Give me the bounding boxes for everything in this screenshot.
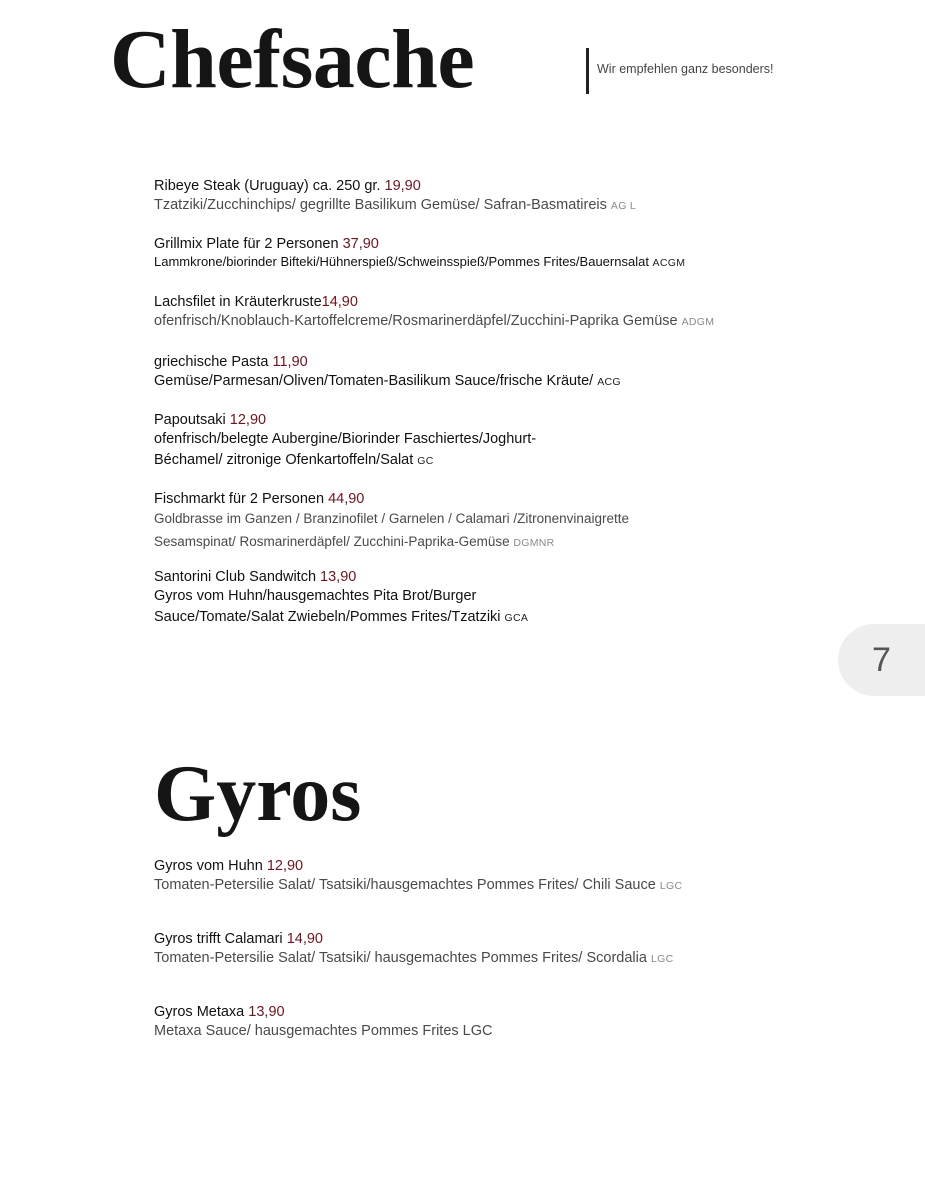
item-description: Tomaten-Petersilie Salat/ Tsatsiki/ hausgemachtes Pommes Frites/ Scordalia LGC bbox=[154, 950, 674, 966]
item-price: 37,90 bbox=[342, 236, 379, 252]
section-title-gyros: Gyros bbox=[154, 750, 362, 838]
item-name: Gyros trifft Calamari 14,90 bbox=[154, 931, 323, 947]
page-number: 7 bbox=[872, 641, 891, 679]
item-name: Gyros Metaxa 13,90 bbox=[154, 1004, 285, 1020]
item-name: griechische Pasta 11,90 bbox=[154, 354, 308, 370]
item-description: ofenfrisch/Knoblauch-Kartoffelcreme/Rosmarinerdäpfel/Zucchini-Paprika Gemüse ADGM bbox=[154, 313, 715, 329]
gyros-section bbox=[154, 0, 804, 1100]
item-description: Béchamel/ zitronige Ofenkartoffeln/Salat GC bbox=[154, 451, 434, 468]
item-price: 14,90 bbox=[286, 931, 323, 947]
item-name: Papoutsaki 12,90 bbox=[154, 412, 267, 428]
item-description: Tomaten-Petersilie Salat/ Tsatsiki/hausgemachtes Pommes Frites/ Chili Sauce LGC bbox=[154, 877, 683, 893]
item-description: Tzatziki/Zucchinchips/ gegrillte Basilikum Gemüse/ Safran-Basmatireis AG L bbox=[154, 197, 637, 213]
item-price: 13,90 bbox=[320, 569, 357, 585]
tagline: Wir empfehlen ganz besonders! bbox=[597, 62, 774, 76]
item-name: Lachsfilet in Kräuterkruste14,90 bbox=[154, 294, 358, 310]
item-name: Gyros vom Huhn 12,90 bbox=[154, 858, 304, 874]
item-price: 13,90 bbox=[248, 1004, 285, 1020]
item-description: Sesamspinat/ Rosmarinerdäpfel/ Zucchini-Paprika-Gemüse DGMNR bbox=[154, 533, 555, 549]
allergen-codes: ADGM bbox=[681, 316, 715, 328]
item-description: ofenfrisch/belegte Aubergine/Biorinder Faschiertes/Joghurt- bbox=[154, 431, 537, 447]
item-price: 19,90 bbox=[384, 178, 421, 194]
allergen-codes: LGC bbox=[659, 880, 683, 892]
allergen-codes: GCA bbox=[504, 611, 529, 624]
menu-item bbox=[154, 930, 804, 970]
allergen-codes: ACGM bbox=[652, 257, 686, 269]
allergen-codes: ACG bbox=[597, 376, 621, 388]
item-description: Gyros vom Huhn/hausgemachtes Pita Brot/Burger bbox=[154, 588, 477, 604]
item-price: 12,90 bbox=[266, 858, 304, 874]
page-title: Chefsache bbox=[110, 13, 475, 106]
item-name: Fischmarkt für 2 Personen 44,90 bbox=[154, 491, 365, 507]
item-description: Goldbrasse im Ganzen / Branzinofilet / Garnelen / Calamari /Zitronenvinaigrette bbox=[154, 511, 629, 526]
item-price: 12,90 bbox=[229, 412, 267, 428]
item-description: Metaxa Sauce/ hausgemachtes Pommes Frites LGC bbox=[154, 1023, 493, 1039]
item-price: 44,90 bbox=[328, 491, 365, 507]
allergen-codes: GC bbox=[417, 454, 434, 467]
allergen-codes: DGMNR bbox=[513, 536, 555, 549]
allergen-codes: LGC bbox=[650, 953, 674, 965]
item-description: Gemüse/Parmesan/Oliven/Tomaten-Basilikum Sauce/frische Kräute/ ACG bbox=[154, 373, 621, 389]
item-price: 11,90 bbox=[272, 354, 308, 370]
item-name: Ribeye Steak (Uruguay) ca. 250 gr. 19,90 bbox=[154, 178, 421, 194]
menu-item bbox=[154, 857, 804, 897]
menu-item bbox=[154, 1003, 804, 1042]
item-description: Lammkrone/biorinder Bifteki/Hühnerspieß/Schweinsspieß/Pommes Frites/Bauernsalat ACGM bbox=[154, 254, 686, 269]
item-price: 14,90 bbox=[321, 294, 358, 310]
item-description: Sauce/Tomate/Salat Zwiebeln/Pommes Frites/Tzatziki GCA bbox=[154, 608, 529, 625]
item-name: Grillmix Plate für 2 Personen 37,90 bbox=[154, 236, 379, 252]
allergen-codes: AG L bbox=[610, 200, 637, 212]
item-name: Santorini Club Sandwitch 13,90 bbox=[154, 569, 357, 585]
